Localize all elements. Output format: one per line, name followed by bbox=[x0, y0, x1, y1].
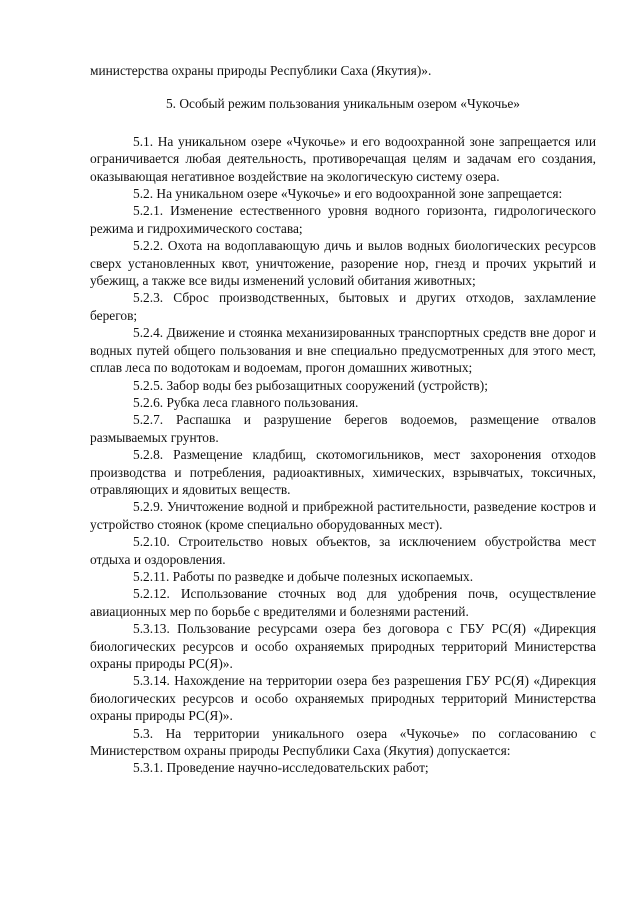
paragraph-5-2-11: 5.2.11. Работы по разведке и добыче полезных ископаемых. bbox=[133, 568, 474, 584]
paragraph-5-2-5: 5.2.5. Забор воды без рыбозащитных сооружений (устройств); bbox=[133, 377, 488, 393]
paragraph-5-3: 5.3. На территории уникального озера «Чукочье» по согласованию с Министерством охраны природы Республики Саха (Якутия) допускается: bbox=[90, 725, 596, 759]
paragraph-5-2-3: 5.2.3. Сброс производственных, бытовых и других отходов, захламление берегов; bbox=[90, 290, 596, 323]
paragraph-5-2-1: 5.2.1. Изменение естественного уровня водного горизонта, гидрологического режима и гидрохимического состава; bbox=[90, 203, 596, 236]
paragraph-5-2-6: 5.2.6. Рубка леса главного пользования. bbox=[133, 394, 359, 410]
paragraph-5-2-4: 5.2.4. Движение и стоянка механизированных транспортных средств вне дорог и водных путей общего пользования и вне специально предусмотренных для этого мест, сплав леса по водотокам и водоемам, прогон домашних животных; bbox=[90, 325, 596, 376]
paragraph-5-3-1: 5.3.1. Проведение научно-исследовательских работ; bbox=[133, 760, 429, 776]
document-body bbox=[90, 62, 596, 777]
paragraph-5-2-12: 5.2.12. Использование сточных вод для удобрения почв, осуществление авиационных мер по борьбе с вредителями и болезнями растений. bbox=[90, 586, 596, 619]
paragraph-5-2-10: 5.2.10. Строительство новых объектов, за исключением обустройства мест отдыха и оздоровления. bbox=[90, 534, 596, 567]
paragraph-5-2: 5.2. На уникальном озере «Чукочье» и его водоохранной зоне запрещается: bbox=[133, 186, 563, 202]
paragraph-5-2-9: 5.2.9. Уничтожение водной и прибрежной растительности, разведение костров и устройство стоянок (кроме специально оборудованных мест). bbox=[90, 499, 596, 532]
paragraph-5-2-2: 5.2.2. Охота на водоплавающую дичь и вылов водных биологических ресурсов сверх установленных квот, уничтожение, разорение нор, гнезд и прочих укрытий и убежищ, а также все виды изменений условий обитания животных; bbox=[90, 238, 596, 289]
section-title: 5. Особый режим пользования уникальным озером «Чукочье» bbox=[165, 96, 520, 112]
intro-line: министерства охраны природы Республики Саха (Якутия)». bbox=[90, 63, 432, 78]
paragraph-5-2-7: 5.2.7. Распашка и разрушение берегов водоемов, размещение отвалов размываемых грунтов. bbox=[90, 412, 596, 445]
paragraph-5-3-13: 5.3.13. Пользование ресурсами озера без договора с ГБУ РС(Я) «Дирекция биологических ресурсов и особо охраняемых природных территорий Министерства охраны природы РС(Я)». bbox=[90, 621, 596, 671]
paragraph-5-3-14: 5.3.14. Нахождение на территории озера без разрешения ГБУ РС(Я) «Дирекция биологических ресурсов и особо охраняемых природных территорий Министерства охраны природы РС(Я)». bbox=[90, 673, 596, 724]
paragraph-5-2-8: 5.2.8. Размещение кладбищ, скотомогильников, мест захоронения отходов производства и потребления, радиоактивных, химических, взрывчатых, токсичных, отравляющих и ядовитых веществ. bbox=[90, 447, 596, 497]
paragraph-5-1: 5.1. На уникальном озере «Чукочье» и его водоохранной зоне запрещается или ограничивается любая деятельность, противоречащая целям и задачам его создания, оказывающая негативное воздействие на экологическую систему озера. bbox=[90, 133, 596, 184]
